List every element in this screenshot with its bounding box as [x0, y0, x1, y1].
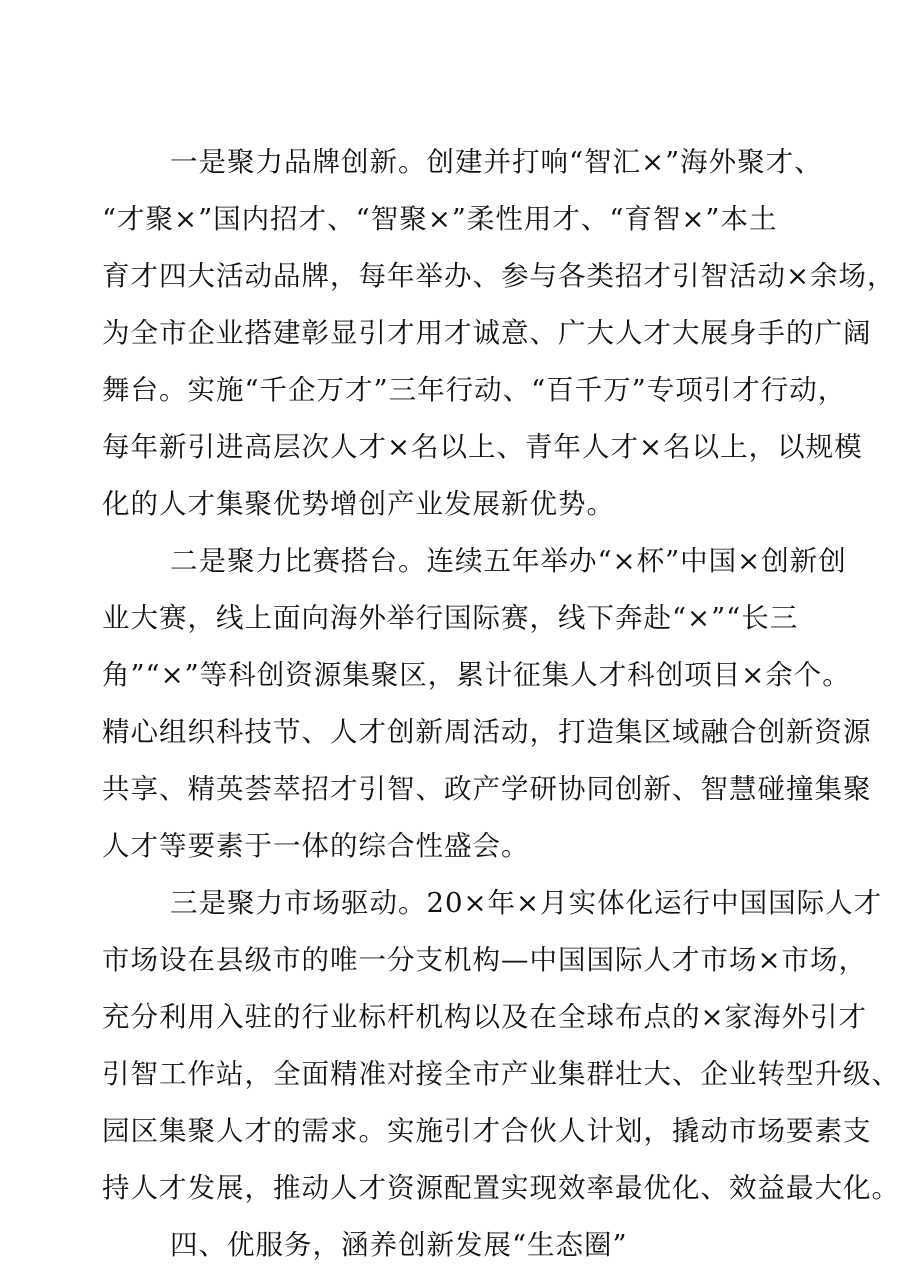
text-line: 二是聚力比赛搭台。连续五年举办“×杯”中国×创新创: [170, 545, 847, 577]
text-line: 共享、精英荟萃招才引智、政产学研协同创新、智慧碰撞集聚: [102, 773, 872, 805]
text-line: 每年新引进高层次人才×名以上、青年人才×名以上，以规模: [102, 431, 863, 463]
text-line: 充分利用入驻的行业标杆机构以及在全球布点的×家海外引才: [102, 1001, 868, 1033]
text-line: 人才等要素于一体的综合性盛会。: [102, 830, 530, 862]
section-heading-text: 四、优服务，涵养创新发展“生态圈”: [170, 1229, 628, 1261]
text-line: 一是聚力品牌创新。创建并打响“智汇×”海外聚才、: [170, 146, 823, 178]
text-line: 舞台。实施“千企万才”三年行动、“百千万”专项引才行动，: [102, 374, 847, 406]
text-line: 化的人才集聚优势增创产业发展新优势。: [102, 488, 615, 520]
text-line: 角”“×”等科创资源集聚区，累计征集人才科创项目×余个。: [102, 659, 851, 691]
text-line: “才聚×”国内招才、“智聚×”柔性用才、“育智×”本土: [102, 203, 778, 235]
text-line: 精心组织科技节、人才创新周活动，打造集区域融合创新资源: [102, 716, 872, 748]
text-line: 育才四大活动品牌，每年举办、参与各类招才引智活动×余场，: [102, 260, 896, 292]
text-line: 业大赛，线上面向海外举行国际赛，线下奔赴“×”“长三: [102, 602, 799, 634]
text-line: 持人才发展，推动人才资源配置实现效率最优化、效益最大化。: [102, 1172, 900, 1204]
text-line: 为全市企业搭建彰显引才用才诚意、广大人才大展身手的广阔: [102, 317, 872, 349]
text-line: 引智工作站，全面精准对接全市产业集群壮大、企业转型升级、: [102, 1058, 900, 1090]
text-line: 市场设在县级市的唯一分支机构—中国国际人才市场×市场，: [102, 944, 868, 976]
text-line: 三是聚力市场驱动。20×年×月实体化运行中国国际人才: [170, 887, 883, 919]
text-line: 园区集聚人才的需求。实施引才合伙人计划，撬动市场要素支: [102, 1115, 872, 1147]
